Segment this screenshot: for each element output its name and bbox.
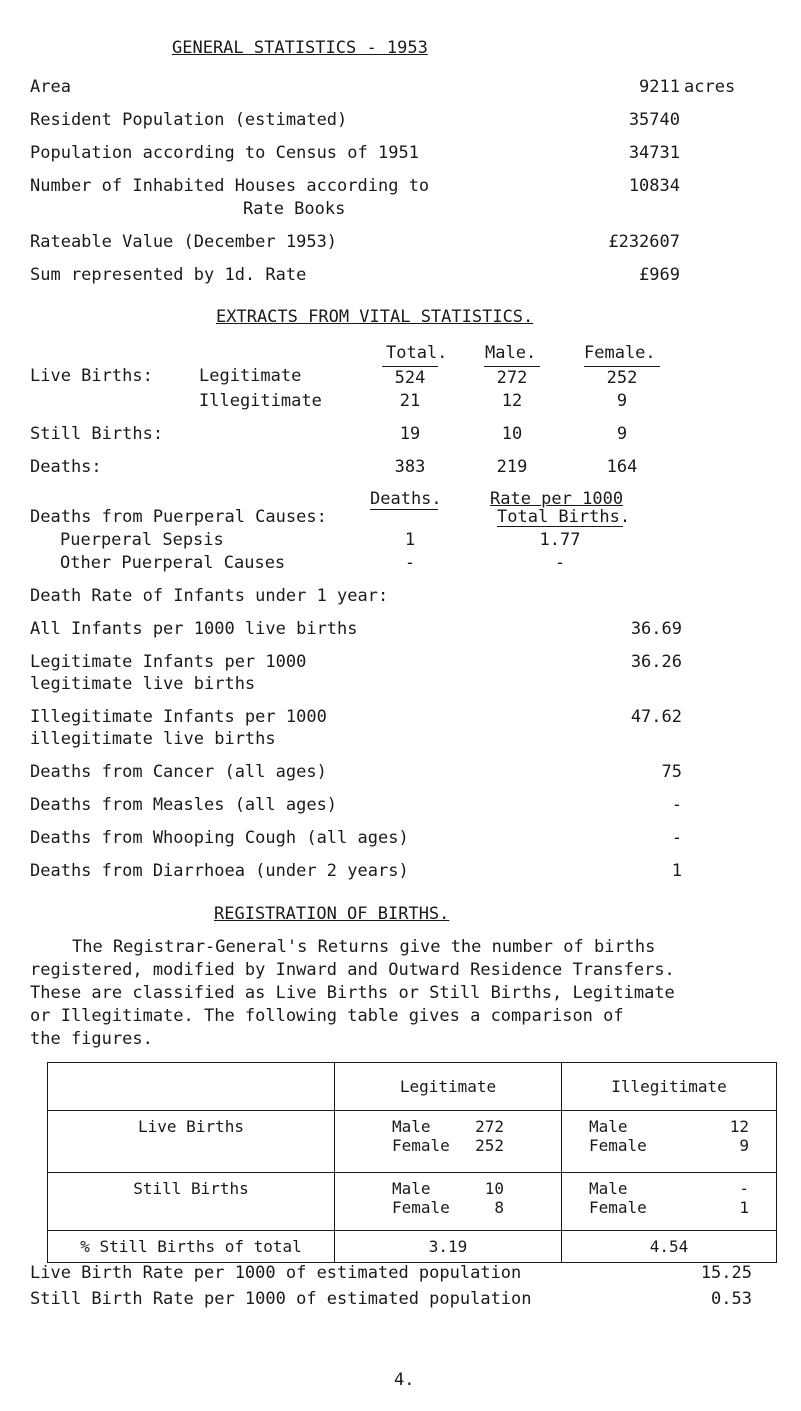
- registration-line-3: These are classified as Live Births or Still Births, Legitimate: [30, 983, 675, 1003]
- female-label: Female: [589, 1136, 647, 1155]
- header-cell-blank: [48, 1063, 335, 1111]
- still-female: 9: [616, 424, 628, 444]
- live-illegit-female: 9: [739, 1136, 749, 1155]
- illegit-total: 21: [399, 391, 421, 411]
- cancer-label: Deaths from Cancer (all ages): [30, 762, 327, 782]
- pct-illegit: 4.54: [562, 1231, 777, 1263]
- illegit-male: 12: [501, 391, 523, 411]
- comparison-table: [47, 1062, 777, 1263]
- table-row-live-births: [48, 1111, 777, 1173]
- diarrhoea-value: 1: [671, 861, 682, 881]
- table-row-still-births: [48, 1173, 777, 1231]
- illegitimate-label: Illegitimate: [199, 391, 322, 411]
- other-puerperal-rate: -: [554, 553, 566, 573]
- houses-label: Number of Inhabited Houses according to: [30, 176, 430, 196]
- legit-total: 524: [394, 368, 426, 388]
- diarrhoea-label: Deaths from Diarrhoea (under 2 years): [30, 861, 409, 881]
- page-title: GENERAL STATISTICS - 1953: [172, 38, 428, 58]
- vital-statistics-title: EXTRACTS FROM VITAL STATISTICS.: [216, 307, 534, 327]
- rate-sum-label: Sum represented by 1d. Rate: [30, 265, 307, 285]
- cancer-value: 75: [661, 762, 682, 782]
- live-illegit-cell: [562, 1111, 777, 1173]
- measles-value: -: [671, 795, 682, 815]
- male-label: Male: [589, 1179, 628, 1198]
- all-infants-value: 36.69: [630, 619, 682, 639]
- measles-label: Deaths from Measles (all ages): [30, 795, 338, 815]
- still-illegit-cell: [562, 1173, 777, 1231]
- row-label-still-births: Still Births: [48, 1173, 335, 1231]
- row-label-percent-still: % Still Births of total: [48, 1231, 335, 1263]
- still-male: 10: [501, 424, 523, 444]
- pct-legit: 3.19: [335, 1231, 562, 1263]
- live-legit-cell: [335, 1111, 562, 1173]
- legit-infants-label: Legitimate Infants per 1000: [30, 652, 307, 672]
- infant-heading: Death Rate of Infants under 1 year:: [30, 586, 389, 606]
- rateable-value: £232607: [608, 232, 680, 252]
- still-legit-cell: [335, 1173, 562, 1231]
- illegit-infants-label-cont: illegitimate live births: [30, 729, 276, 749]
- male-label: Male: [392, 1117, 431, 1136]
- illegit-infants-value: 47.62: [630, 707, 682, 727]
- resident-value: 35740: [628, 110, 680, 130]
- live-births-label: Live Births:: [30, 366, 153, 386]
- still-birth-rate-label: Still Birth Rate per 1000 of estimated population: [30, 1289, 532, 1309]
- puerperal-label: Deaths from Puerperal Causes:: [30, 507, 327, 527]
- header-legitimate: Legitimate: [335, 1063, 562, 1111]
- live-legit-female: 252: [475, 1136, 504, 1155]
- header-illegitimate: Illegitimate: [562, 1063, 777, 1111]
- census-value: 34731: [628, 143, 680, 163]
- deaths-total: 383: [394, 457, 426, 477]
- area-unit: acres: [684, 77, 736, 97]
- registration-line-5: the figures.: [30, 1029, 153, 1049]
- table-row-percent-still: [48, 1231, 777, 1263]
- sepsis-rate: 1.77: [539, 530, 581, 550]
- deaths-female: 164: [606, 457, 638, 477]
- registration-line-1: The Registrar-General's Returns give the number of births: [72, 937, 656, 957]
- sepsis-deaths: 1: [404, 530, 416, 550]
- still-legit-female: 8: [494, 1198, 504, 1217]
- live-birth-rate-label: Live Birth Rate per 1000 of estimated population: [30, 1263, 522, 1283]
- rateable-label: Rateable Value (December 1953): [30, 232, 338, 252]
- col-rate-line-2: Total Births.: [497, 507, 631, 527]
- legitimate-label: Legitimate: [199, 366, 302, 386]
- col-female: Female.: [584, 343, 656, 363]
- illegit-infants-label: Illegitimate Infants per 1000: [30, 707, 327, 727]
- live-illegit-male: 12: [729, 1117, 749, 1136]
- census-label: Population according to Census of 1951: [30, 143, 419, 163]
- col-deaths: Deaths.: [370, 489, 442, 509]
- col-male: Male.: [485, 343, 537, 363]
- still-births-label: Still Births:: [30, 424, 164, 444]
- area-value: 9211: [639, 77, 680, 97]
- legit-infants-value: 36.26: [630, 652, 682, 672]
- female-label: Female: [589, 1198, 647, 1217]
- legit-female: 252: [606, 368, 638, 388]
- still-illegit-male: -: [739, 1179, 749, 1198]
- live-legit-male: 272: [475, 1117, 504, 1136]
- male-label: Male: [589, 1117, 628, 1136]
- rate-sum-value: £969: [639, 265, 680, 285]
- page-number: 4.: [394, 1370, 415, 1390]
- table-header-row: [48, 1063, 777, 1111]
- legit-infants-label-cont: legitimate live births: [30, 674, 256, 694]
- whooping-label: Deaths from Whooping Cough (all ages): [30, 828, 409, 848]
- registration-line-2: registered, modified by Inward and Outward Residence Transfers.: [30, 960, 675, 980]
- registration-line-4: or Illegitimate. The following table gives a comparison of: [30, 1006, 624, 1026]
- deaths-label: Deaths:: [30, 457, 102, 477]
- deaths-male: 219: [496, 457, 528, 477]
- male-label: Male: [392, 1179, 431, 1198]
- still-legit-male: 10: [484, 1179, 504, 1198]
- other-puerperal-label: Other Puerperal Causes: [60, 553, 286, 573]
- col-rate-line-1: Rate per 1000: [490, 489, 624, 509]
- houses-label-cont: Rate Books: [243, 199, 346, 219]
- area-label: Area: [30, 77, 71, 97]
- legit-male: 272: [496, 368, 528, 388]
- row-label-live-births: Live Births: [48, 1111, 335, 1173]
- registration-title: REGISTRATION OF BIRTHS.: [214, 904, 450, 924]
- still-birth-rate-value: 0.53: [711, 1289, 752, 1309]
- female-label: Female: [392, 1136, 450, 1155]
- female-label: Female: [392, 1198, 450, 1217]
- col-total: Total.: [386, 343, 448, 363]
- sepsis-label: Puerperal Sepsis: [60, 530, 224, 550]
- other-puerperal-deaths: -: [404, 553, 416, 573]
- whooping-value: -: [671, 828, 682, 848]
- live-birth-rate-value: 15.25: [700, 1263, 752, 1283]
- resident-label: Resident Population (estimated): [30, 110, 348, 130]
- still-illegit-female: 1: [739, 1198, 749, 1217]
- houses-value: 10834: [628, 176, 680, 196]
- all-infants-label: All Infants per 1000 live births: [30, 619, 358, 639]
- still-total: 19: [399, 424, 421, 444]
- illegit-female: 9: [616, 391, 628, 411]
